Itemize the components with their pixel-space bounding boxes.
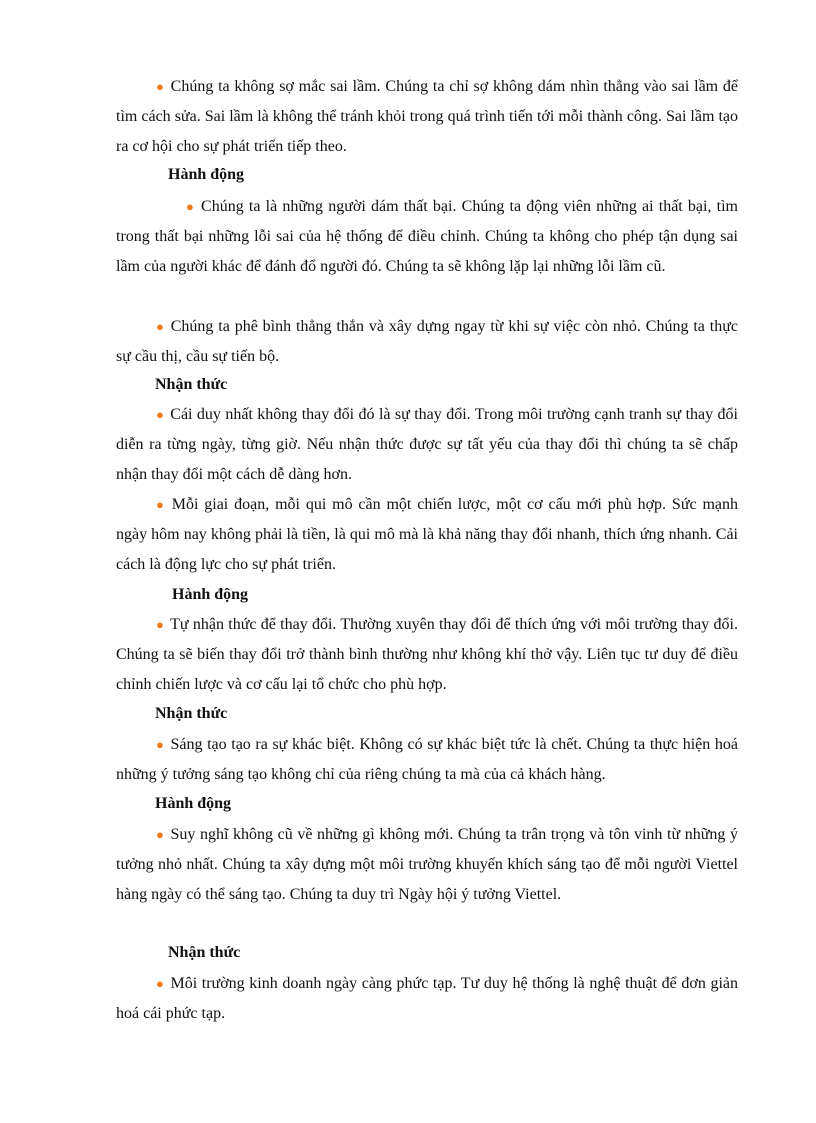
bullet-icon: ● — [156, 407, 165, 422]
paragraph: ● Cái duy nhất không thay đổi đó là sự thay đổi. Trong môi trường cạnh tranh sự thay đổi diễn ra từng ngày, từng giờ. Nếu nhận thức được sự tất yếu của thay đổi thì chúng ta sẽ chấp nhận thay đổi một cách dễ dàng hơn. — [116, 406, 738, 483]
bullet-icon: ● — [156, 617, 165, 632]
paragraph: ● Sáng tạo tạo ra sự khác biệt. Không có sự khác biệt tức là chết. Chúng ta thực hiện hoá những ý tưởng sáng tạo không chỉ của riêng chúng ta mà của cả khách hàng. — [116, 736, 738, 783]
bullet-icon: ● — [156, 827, 165, 842]
paragraph: ● Môi trường kinh doanh ngày càng phức tạp. Tư duy hệ thống là nghệ thuật để đơn giản hoá cái phức tạp. — [116, 975, 739, 1022]
section-heading: Nhận thức — [155, 705, 228, 722]
section-heading: Hành động — [155, 795, 232, 812]
section-heading: Nhận thức — [155, 376, 228, 393]
bullet-icon: ● — [186, 199, 196, 214]
section-heading: Hành động — [172, 586, 249, 603]
bullet-icon: ● — [156, 319, 165, 334]
paragraph: ● Suy nghĩ không cũ về những gì không mới. Chúng ta trân trọng và tôn vinh từ những ý tưởng nhỏ nhất. Chúng ta xây dựng một môi trường khuyến khích sáng tạo để mỗi người Viettel hàng ngày có thể sáng tạo. Chúng ta duy trì Ngày hội ý tưởng Viettel. — [116, 826, 738, 903]
section-heading: Nhận thức — [168, 944, 241, 961]
bullet-icon: ● — [156, 737, 165, 752]
paragraph: ● Chúng ta không sợ mắc sai lầm. Chúng ta chỉ sợ không dám nhìn thẳng vào sai lầm để tìm cách sửa. Sai lầm là không thể tránh khỏi trong quá trình tiến tới mỗi thành công. Sai lầm tạo ra cơ hội cho sự phát triển tiếp theo. — [116, 78, 738, 155]
paragraph: ● Mỗi giai đoạn, mỗi qui mô cần một chiến lược, một cơ cấu mới phù hợp. Sức mạnh ngày hôm nay không phải là tiền, là qui mô mà là khả năng thay đổi nhanh, thích ứng nhanh. Cải cách là động lực cho sự phát triển. — [116, 496, 738, 573]
paragraph: ● Chúng ta là những người dám thất bại. Chúng ta động viên những ai thất bại, tìm trong thất bại những lỗi sai của hệ thống để điều chỉnh. Chúng ta không cho phép tận dụng sai lầm của người khác để đánh đổ người đó. Chúng ta sẽ không lặp lại những lỗi lầm cũ. — [116, 198, 738, 275]
bullet-icon: ● — [156, 79, 165, 94]
section-heading: Hành động — [168, 166, 245, 183]
paragraph: ● Chúng ta phê bình thẳng thắn và xây dựng ngay từ khi sự việc còn nhỏ. Chúng ta thực sự cầu thị, cầu sự tiến bộ. — [116, 318, 738, 365]
bullet-icon: ● — [156, 976, 165, 991]
bullet-icon: ● — [156, 497, 166, 512]
paragraph: ● Tự nhận thức để thay đổi. Thường xuyên thay đổi để thích ứng với môi trường thay đổi. Chúng ta sẽ biến thay đổi trở thành bình thường như không khí thở vậy. Liên tục tư duy để điều chỉnh chiến lược và cơ cấu lại tổ chức cho phù hợp. — [116, 616, 738, 693]
